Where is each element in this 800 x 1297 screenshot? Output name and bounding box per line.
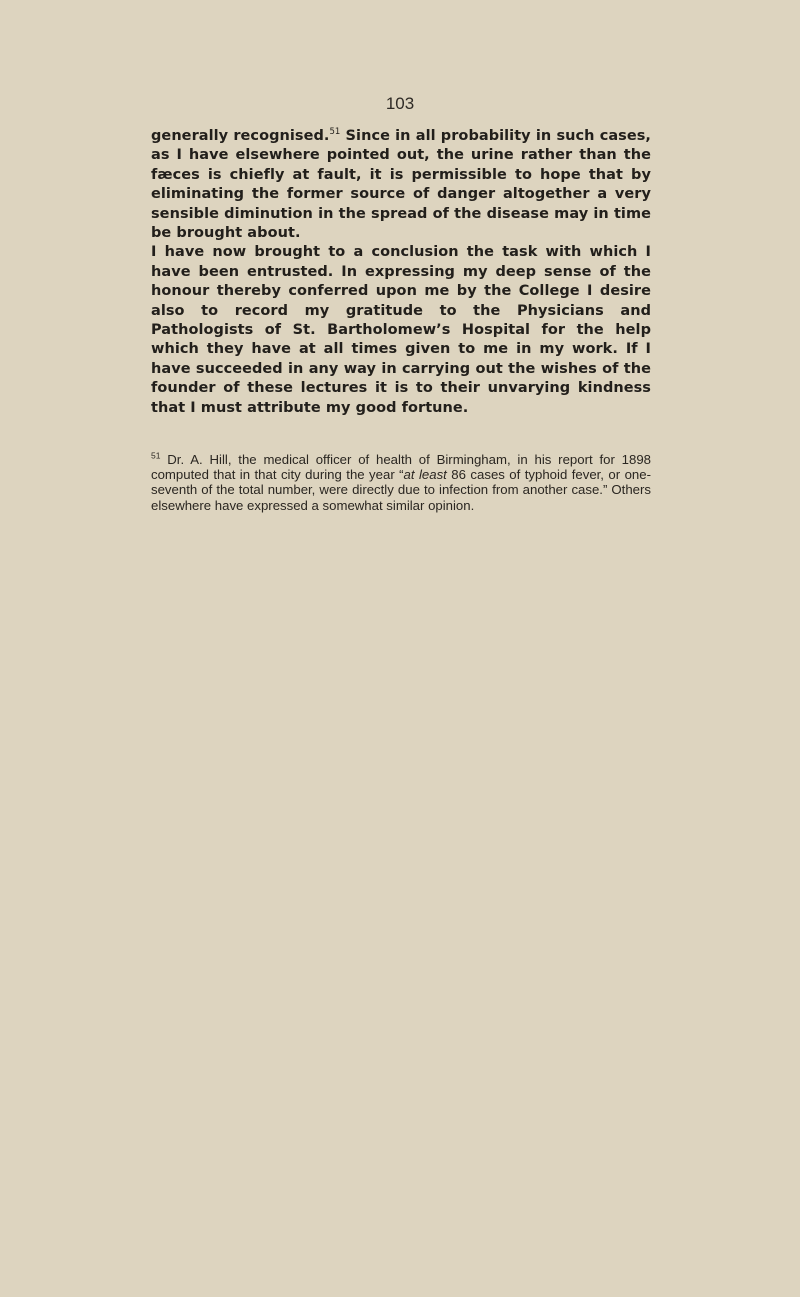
- footnote-text-start: Dr. A. Hill, the medical officer of health of Birmingham, in his report for 1898 computed that in that city during the year “: [151, 452, 651, 483]
- page-number: 103: [385, 94, 415, 113]
- paragraph-1: [151, 127, 651, 243]
- footnote: [151, 452, 651, 513]
- footnote-emphasis: at least: [403, 467, 447, 483]
- footnote-mark: 51: [151, 450, 161, 461]
- paragraph-2: I have now brought to a conclusion the task with which I have been entrusted. In expressing my deep sense of the honour thereby conferred upon me by the College I desire also to record my gratitude to the Physicians and Pathologists of St. Bartholomew’s Hospital for the help which they have at all times given to me in my work. If I have succeeded in any way in carrying out the wishes of the founder of these lectures it is to their unvarying kindness that I must attribute my good fortune.: [151, 244, 651, 416]
- body-text: [151, 127, 651, 418]
- footnote-reference: 51: [329, 127, 341, 138]
- footnote-text-end: 86 cases of typhoid fever, or one-seventh of the total number, were directly due to infection from another case.” Others elsewhere have expressed a somewhat similar opinion.: [151, 467, 651, 513]
- footnote-text: [151, 452, 651, 513]
- paragraph-1-rest: Since in all probability in such cases, as I have elsewhere pointed out, the urine rather than the fæces is chiefly at fault, it is permissible to hope that by eliminating the former source of danger altogether a very sensible diminution in the spread of the disease may in time be brought about.: [151, 128, 651, 242]
- paragraph-1-start: generally recognised.: [151, 128, 330, 144]
